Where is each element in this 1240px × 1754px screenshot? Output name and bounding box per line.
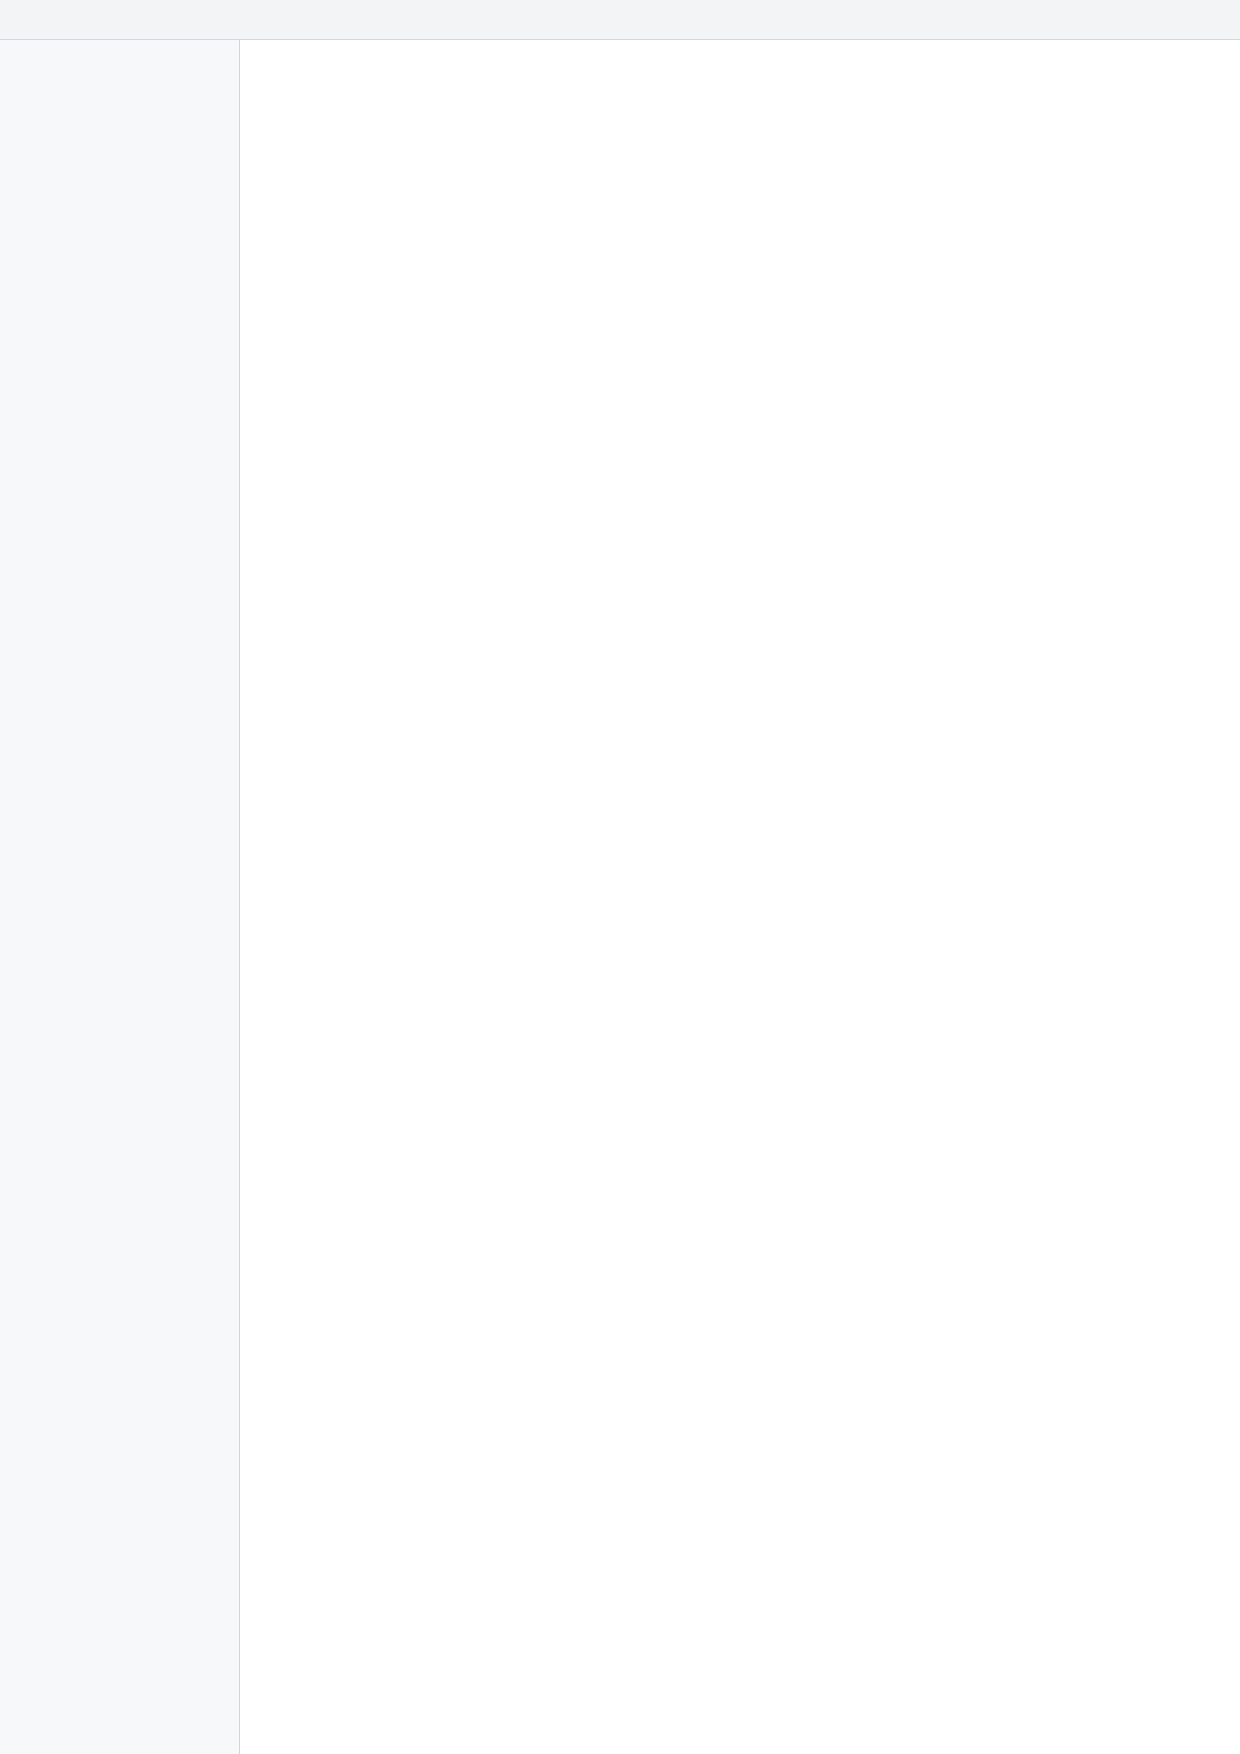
page-title [264,64,1216,92]
main-content [240,40,1240,1754]
sidebar [0,40,240,1754]
title-bar [0,0,1240,40]
window-body [0,40,1240,1754]
